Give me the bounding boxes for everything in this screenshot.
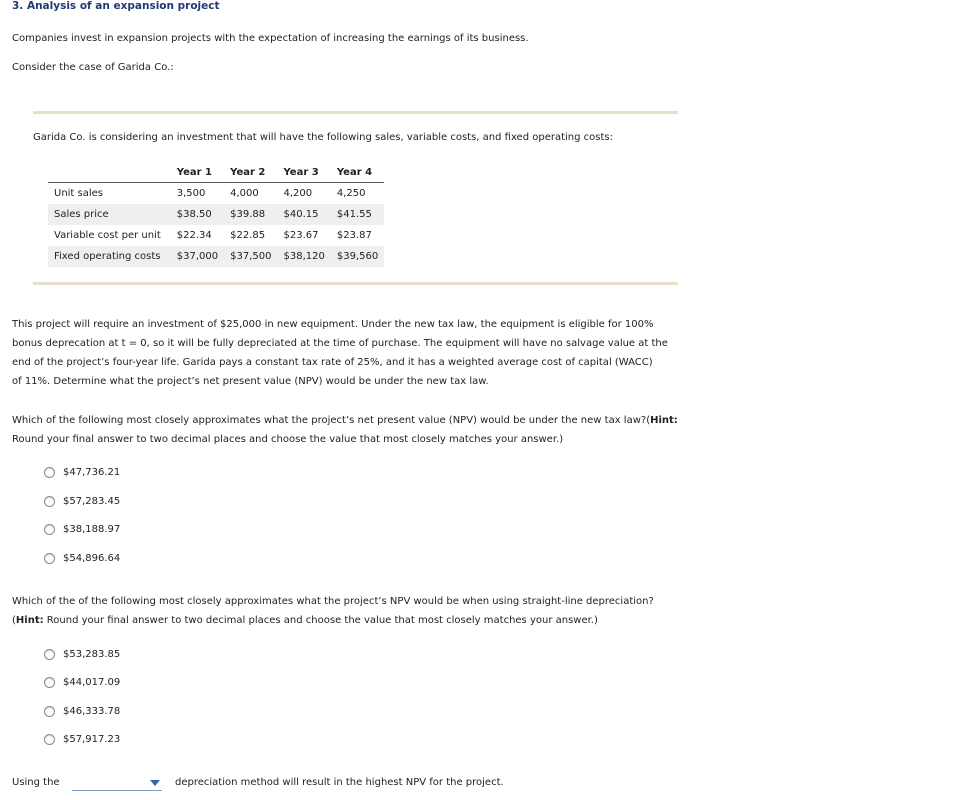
- q2-option-4[interactable]: [44, 731, 120, 747]
- question-1-text: Which of the following most closely approximates what the project’s net present value (NPV) would be under the new tax law?(: [12, 415, 651, 426]
- radio-button[interactable]: [44, 649, 55, 660]
- table-cell: $38.50: [171, 204, 224, 225]
- option-label: $38,188.97: [63, 523, 121, 535]
- question-2-line2: [12, 611, 654, 630]
- table-row-fixed-costs: [48, 246, 384, 267]
- question-1: [12, 411, 678, 449]
- table-cell: $22.34: [176, 230, 212, 241]
- table-cell: $41.55: [331, 204, 384, 225]
- table-header-row: [48, 164, 384, 183]
- question-2-line1: Which of the of the following most closely approximates what the project’s NPV would be when using straight-line depreciation?: [12, 596, 654, 607]
- depreciation-method-dropdown[interactable]: [72, 776, 162, 791]
- table-cell: $22.85: [230, 230, 266, 241]
- radio-button[interactable]: [44, 524, 55, 535]
- table-intro-text: Garida Co. is considering an investment that will have the following sales, variable costs, and fixed operating costs:: [33, 132, 613, 143]
- cost-table: [48, 164, 384, 267]
- paren: (: [12, 615, 16, 626]
- radio-button[interactable]: [44, 553, 55, 564]
- table-cell: $38,120: [277, 246, 330, 267]
- option-label: $47,736.21: [63, 466, 121, 478]
- row-label: Fixed operating costs: [48, 246, 171, 267]
- table-row-unit-sales: [48, 183, 384, 205]
- table-header-year3: Year 3: [277, 164, 330, 183]
- q2-option-2[interactable]: [44, 674, 120, 690]
- q1-option-4[interactable]: [44, 550, 120, 566]
- table-cell: $37,500: [224, 246, 277, 267]
- option-label: $46,333.78: [63, 705, 121, 717]
- radio-button[interactable]: [44, 677, 55, 688]
- table-cell: $39.88: [224, 204, 277, 225]
- project-paragraph: [12, 315, 668, 391]
- table-cell: 3,500: [176, 188, 206, 199]
- table-cell: $23.67: [283, 230, 319, 241]
- paragraph-line: end of the project’s four-year life. Garida pays a constant tax rate of 25%, and it has a weighted average cost of capital (WACC): [12, 357, 653, 368]
- row-label: Unit sales: [54, 188, 104, 199]
- paragraph-line: of 11%. Determine what the project’s net present value (NPV) would be under the new tax law.: [12, 376, 489, 387]
- question-2-text: Round your final answer to two decimal places and choose the value that most closely matches your answer.): [43, 615, 598, 626]
- table-cell: $23.87: [336, 230, 372, 241]
- q2-option-1[interactable]: [44, 646, 120, 662]
- top-divider: [33, 111, 678, 114]
- radio-button[interactable]: [44, 467, 55, 478]
- table-cell: 4,000: [230, 188, 259, 199]
- paragraph-line: bonus deprecation at t = 0, so it will be fully depreciated at the time of purchase. The equipment will have no salvage value at the: [12, 338, 668, 349]
- q3-prefix: Using the: [12, 777, 60, 788]
- question-2: [12, 592, 654, 630]
- q1-option-2[interactable]: [44, 493, 120, 509]
- q1-option-3[interactable]: [44, 521, 120, 537]
- q2-option-3[interactable]: [44, 703, 120, 719]
- hint-label: Hint:: [15, 615, 44, 626]
- q1-option-1[interactable]: [44, 464, 120, 480]
- option-label: $53,283.85: [63, 648, 121, 660]
- cost-table-wrapper: [48, 164, 384, 267]
- table-header-year4: Year 4: [331, 164, 384, 183]
- radio-button[interactable]: [44, 706, 55, 717]
- q3-suffix: depreciation method will result in the highest NPV for the project.: [175, 777, 504, 788]
- table-row-variable-cost: [48, 225, 384, 246]
- table-cell: 4,250: [336, 188, 366, 199]
- row-label: Variable cost per unit: [54, 230, 161, 241]
- table-cell: 4,200: [283, 188, 313, 199]
- table-cell: $37,000: [171, 246, 224, 267]
- table-header-year2: Year 2: [224, 164, 277, 183]
- radio-button[interactable]: [44, 496, 55, 507]
- table-header-empty: [48, 164, 171, 183]
- paragraph-line: This project will require an investment of $25,000 in new equipment. Under the new tax law, the equipment is eligible for 100%: [12, 319, 654, 330]
- question-1-line2: Round your final answer to two decimal places and choose the value that most closely matches your answer.): [12, 434, 564, 445]
- table-cell: $40.15: [277, 204, 330, 225]
- option-label: $57,283.45: [63, 495, 121, 507]
- radio-button[interactable]: [44, 734, 55, 745]
- row-label: Sales price: [48, 204, 171, 225]
- option-label: $54,896.64: [63, 552, 121, 564]
- hint-label: Hint:: [650, 415, 678, 426]
- question-1-line1: [12, 411, 678, 430]
- option-label: $44,017.09: [63, 676, 121, 688]
- table-header-year1: Year 1: [171, 164, 224, 183]
- table-cell: $39,560: [331, 246, 384, 267]
- bottom-divider: [33, 282, 678, 285]
- intro-text: Companies invest in expansion projects with the expectation of increasing the earnings of its business.: [12, 33, 529, 44]
- consider-text: Consider the case of Garida Co.:: [12, 62, 174, 73]
- option-label: $57,917.23: [63, 733, 121, 745]
- table-row-sales-price: [48, 204, 384, 225]
- section-title: 3. Analysis of an expansion project: [12, 0, 220, 12]
- chevron-down-icon[interactable]: [150, 780, 160, 786]
